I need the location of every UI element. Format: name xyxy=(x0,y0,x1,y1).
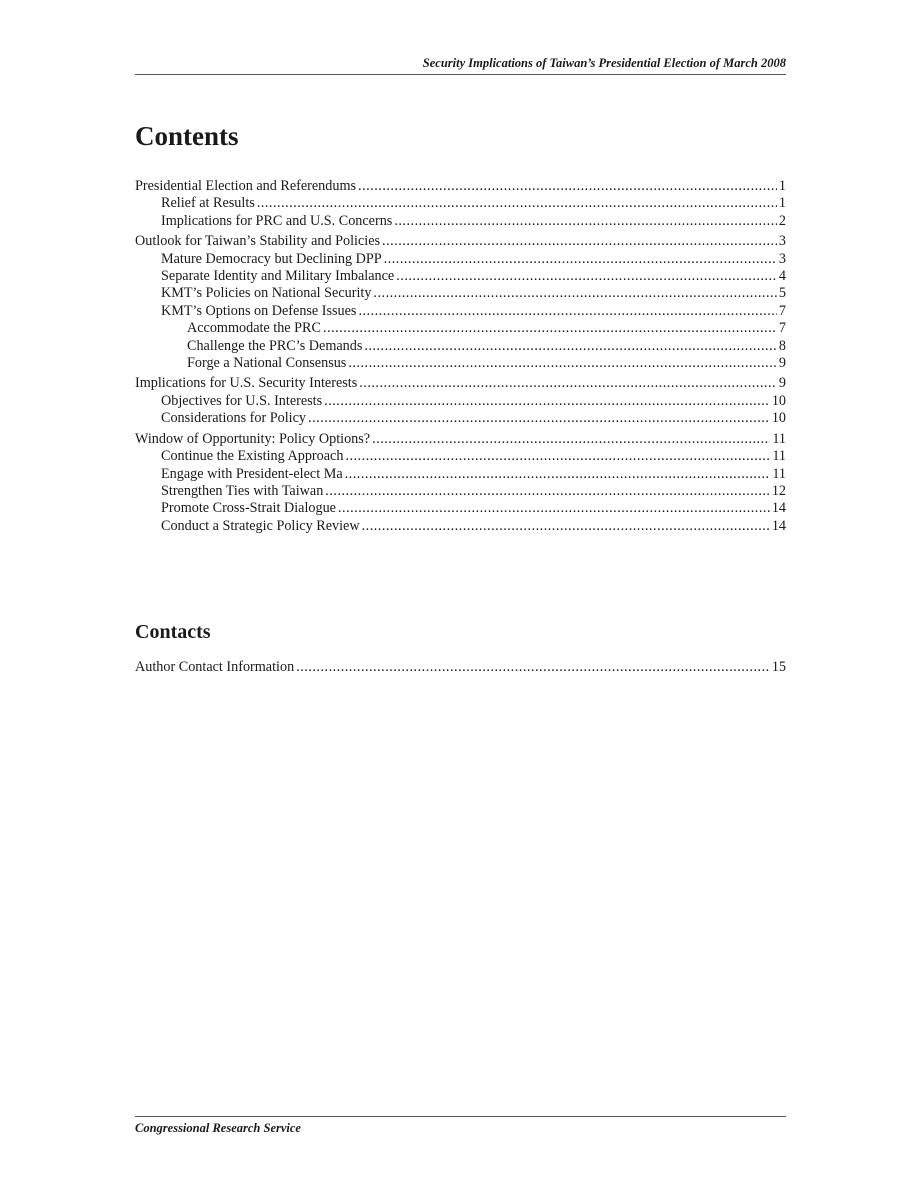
leader-dots xyxy=(372,431,770,448)
toc-entry-page: 15 xyxy=(771,659,786,675)
toc-entry-forge-consensus[interactable] xyxy=(135,355,786,372)
toc-entry-separate-identity[interactable] xyxy=(135,268,786,285)
toc-entry-label: Considerations for Policy xyxy=(161,410,307,427)
toc-entry-page: 10 xyxy=(771,410,786,427)
leader-dots xyxy=(296,659,770,676)
contacts-title: Contacts xyxy=(135,621,211,643)
running-footer: Congressional Research Service xyxy=(135,1116,786,1136)
toc-entry-page: 1 xyxy=(778,178,786,194)
toc-entry-window-of-opportunity[interactable] xyxy=(135,431,786,448)
toc-entry-outlook-taiwan[interactable] xyxy=(135,233,786,250)
toc-entry-engage-ma[interactable] xyxy=(135,466,786,483)
toc-entry-page: 11 xyxy=(772,448,786,465)
leader-dots xyxy=(384,251,777,268)
toc-entry-accommodate-prc[interactable] xyxy=(135,320,786,337)
toc-entry-label: Objectives for U.S. Interests xyxy=(161,392,323,409)
toc-entry-presidential-election[interactable] xyxy=(135,178,786,195)
toc-entry-page: 3 xyxy=(778,233,786,250)
toc-entry-page: 7 xyxy=(778,302,786,319)
toc-entry-label: KMT’s Options on Defense Issues xyxy=(161,302,357,319)
leader-dots xyxy=(323,320,777,337)
leader-dots xyxy=(345,466,771,483)
leader-dots xyxy=(373,285,776,302)
leader-dots xyxy=(358,178,777,195)
toc-entry-mature-democracy[interactable] xyxy=(135,251,786,268)
toc-entry-label: Continue the Existing Approach xyxy=(161,448,344,465)
leader-dots xyxy=(257,195,777,212)
toc-entry-label: Challenge the PRC’s Demands xyxy=(187,337,363,354)
toc-entry-page: 14 xyxy=(771,500,786,517)
toc-entry-us-security[interactable] xyxy=(135,375,786,392)
toc-entry-page: 11 xyxy=(772,465,786,482)
running-header: Security Implications of Taiwan’s Presidential Election of March 2008 xyxy=(135,56,786,75)
leader-dots xyxy=(362,518,770,535)
leader-dots xyxy=(394,213,777,230)
toc-entry-strategic-review[interactable] xyxy=(135,518,786,535)
toc-entry-label: Promote Cross-Strait Dialogue xyxy=(161,500,336,517)
toc-entry-considerations[interactable] xyxy=(135,410,786,427)
toc-entry-page: 9 xyxy=(778,355,786,372)
toc-entry-relief-at-results[interactable] xyxy=(135,195,786,212)
toc-entry-label: Mature Democracy but Declining DPP xyxy=(161,250,382,267)
toc-entry-label: Strengthen Ties with Taiwan xyxy=(161,482,324,499)
contents-title: Contents xyxy=(135,121,239,151)
table-of-contents xyxy=(135,178,786,535)
toc-entry-label: Implications for U.S. Security Interests xyxy=(135,375,358,392)
leader-dots xyxy=(348,355,777,372)
toc-entry-page: 12 xyxy=(771,482,786,499)
toc-entry-label: Relief at Results xyxy=(161,195,255,212)
toc-entry-challenge-prc[interactable] xyxy=(135,338,786,355)
toc-entry-label: Presidential Election and Referendums xyxy=(135,178,357,194)
toc-entry-page: 7 xyxy=(778,320,786,337)
toc-entry-continue-approach[interactable] xyxy=(135,448,786,465)
toc-entry-label: Separate Identity and Military Imbalance xyxy=(161,268,395,285)
toc-entry-page: 2 xyxy=(778,212,786,229)
toc-entry-label: Accommodate the PRC xyxy=(187,320,321,337)
leader-dots xyxy=(324,393,770,410)
toc-entry-page: 14 xyxy=(771,517,786,534)
leader-dots xyxy=(358,303,776,320)
leader-dots xyxy=(359,375,777,392)
toc-entry-implications-prc-us[interactable] xyxy=(135,213,786,230)
toc-entry-cross-strait[interactable] xyxy=(135,500,786,517)
toc-entry-kmt-policies[interactable] xyxy=(135,285,786,302)
toc-entry-page: 4 xyxy=(778,268,786,285)
toc-entry-label: Outlook for Taiwan’s Stability and Policies xyxy=(135,233,381,250)
toc-entry-label: Forge a National Consensus xyxy=(187,355,347,372)
toc-entry-strengthen-ties[interactable] xyxy=(135,483,786,500)
leader-dots xyxy=(364,338,777,355)
toc-entry-label: Author Contact Information xyxy=(135,659,295,675)
toc-entry-page: 10 xyxy=(771,392,786,409)
toc-entry-objectives[interactable] xyxy=(135,393,786,410)
contacts-list xyxy=(135,659,786,676)
toc-entry-page: 9 xyxy=(778,375,786,392)
toc-entry-label: Engage with President-elect Ma xyxy=(161,465,343,482)
toc-entry-label: Implications for PRC and U.S. Concerns xyxy=(161,212,393,229)
leader-dots xyxy=(382,233,777,250)
toc-entry-author-contact[interactable] xyxy=(135,659,786,676)
leader-dots xyxy=(308,410,770,427)
leader-dots xyxy=(396,268,777,285)
toc-entry-page: 3 xyxy=(778,250,786,267)
leader-dots xyxy=(345,448,770,465)
toc-entry-label: Conduct a Strategic Policy Review xyxy=(161,517,360,534)
toc-entry-page: 8 xyxy=(778,337,786,354)
toc-entry-page: 11 xyxy=(772,430,786,447)
toc-entry-label: Window of Opportunity: Policy Options? xyxy=(135,430,371,447)
leader-dots xyxy=(338,500,770,517)
toc-entry-page: 1 xyxy=(778,195,786,212)
toc-entry-page: 5 xyxy=(778,285,786,302)
toc-entry-kmt-options[interactable] xyxy=(135,303,786,320)
toc-entry-label: KMT’s Policies on National Security xyxy=(161,285,372,302)
leader-dots xyxy=(325,483,770,500)
